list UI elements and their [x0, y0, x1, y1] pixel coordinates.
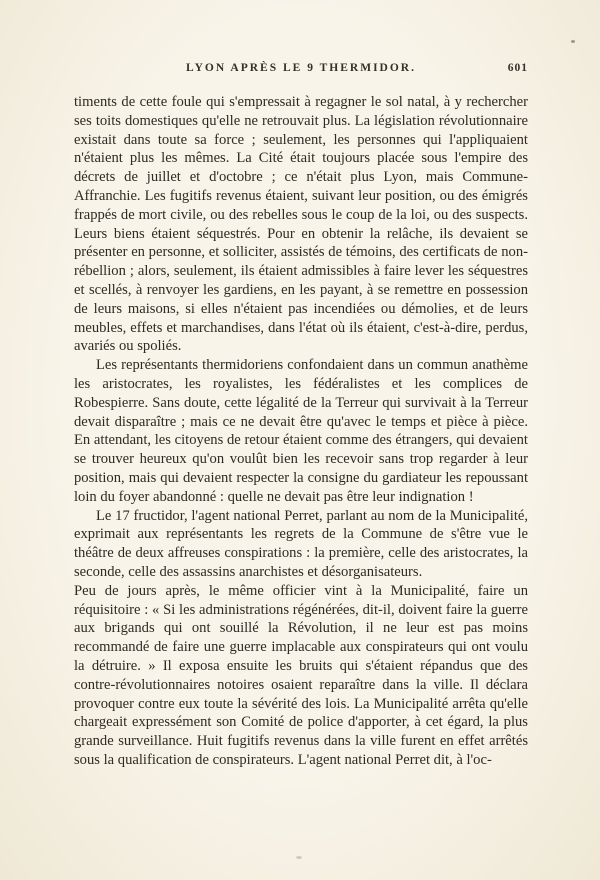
paragraph: Peu de jours après, le même officier vint à la Municipalité, faire un réquisitoire : « Si les administrations régénérées, dit-il, doivent faire la guerre aux brigands qui ont souillé la Révolution, il ne leur est pas moins recommandé de faire une guerre implacable aux conspirateurs qui ont voulu la détruire. » Il exposa ensuite les bruits qui s'étaient répandus que des contre-révolutionnaires notoires osaient reparaître dans la ville. Il déclara provoquer contre eux toute la sévérité des lois. La Municipalité arrêta qu'elle chargeait expressément son Comité de police d'apporter, à cet égard, la plus grande surveillance. Huit fugitifs revenus dans la ville furent en effet arrêtés sous la qualification de conspirateurs. L'agent national Perret dit, à l'oc-: [74, 582, 528, 768]
text-block: [74, 62, 528, 770]
paragraph: Le 17 fructidor, l'agent national Perret, parlant au nom de la Municipalité, exprimait aux représentants les regrets de la Commune de s'être vue le théâtre de deux affreuses conspirations : la première, celle des aristocrates, la seconde, celle des assassins anarchistes et désorganisateurs.: [74, 507, 528, 580]
ink-speck: [571, 40, 575, 43]
page-number: 601: [507, 62, 528, 74]
page-body: [74, 93, 528, 770]
paragraph: timents de cette foule qui s'empressait à regagner le sol natal, à y rechercher ses toits domestiques qu'elle ne retrouvait plus. La législation révolutionnaire existait dans toute sa force ; seulement, les personnes qui l'appliquaient n'étaient plus les mêmes. La Cité était toujours placée sous l'empire des décrets de juillet et d'octobre ; ce n'était plus Lyon, mais Commune-Affranchie. Les fugitifs revenus étaient, suivant leur position, ou des émigrés frappés de mort civile, ou des rebelles sous le coup de la loi, ou des suspects. Leurs biens étaient séquestrés. Pour en obtenir la relâche, ils devaient se présenter en personne, et solliciter, assistés de témoins, des certificats de non-rébellion ; alors, seulement, ils étaient admissibles à faire lever les séquestres et scellés, à renvoyer les gardiens, en les payant, à se remettre en possession de leurs maisons, si elles n'étaient pas incendiées ou démolies, et de leurs meubles, effets et marchandises, dans l'état où ils étaient, c'est-à-dire, perdus, avariés ou spoliés.: [74, 94, 528, 355]
running-header-title: LYON APRÈS LE 9 THERMIDOR.: [186, 62, 416, 74]
running-header: [74, 62, 528, 78]
paragraph: Les représentants thermidoriens confondaient dans un commun anathème les aristocrates, les royalistes, les fédéralistes et les complices de Robespierre. Sans doute, cette légalité de la Terreur qui survivait à la Terreur devait disparaître ; mais ce ne devait être qu'avec le temps et pièce à pièce. En attendant, les citoyens de retour étaient comme des étrangers, qui devaient se trouver heureux qu'on voulût bien les recevoir sans trop regarder à leur position, mais qui devaient respecter la consigne du gardiateur les repoussant loin du foyer abandonné : quelle ne devait pas être leur indignation !: [74, 357, 528, 505]
ink-speck: [296, 856, 302, 859]
